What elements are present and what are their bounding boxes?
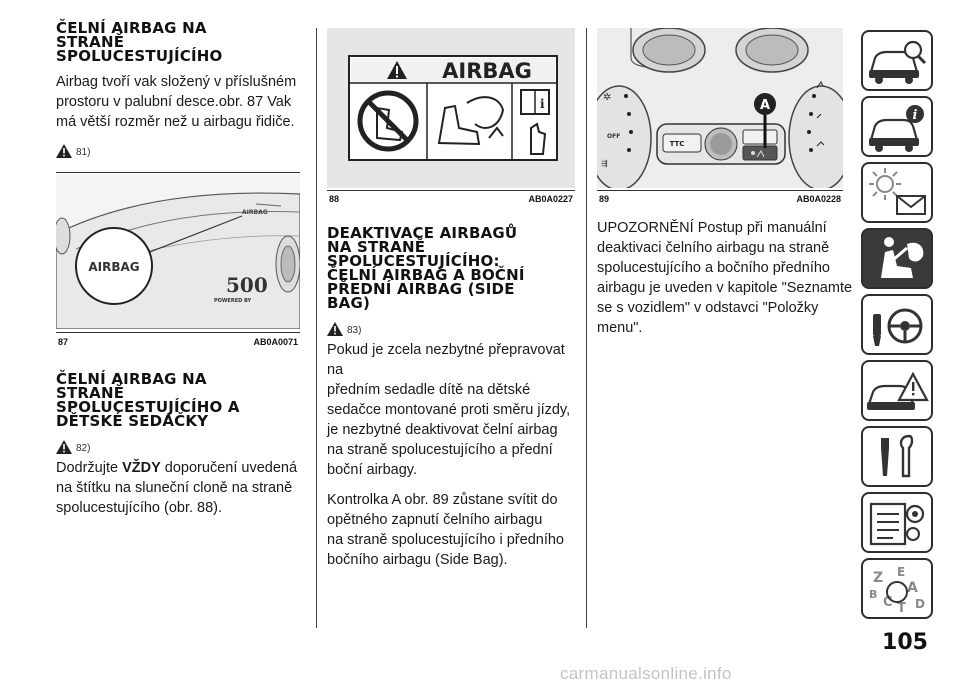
label-airbag-title: AIRBAG (442, 59, 532, 83)
figure-89 (597, 28, 843, 208)
paragraph-deactivation-requirement: Pokud je zcela nezbytné přepravovat na předním sedadle dítě na dětské sedačce montované proti směru jízdy, je nezbytné deaktivovat čelní airbag na straně spolucestujícího a přední boční airbagy. (327, 342, 571, 478)
index-letter-t: T (897, 601, 906, 616)
warning-triangle-icon (327, 322, 343, 336)
column-3 (597, 218, 853, 338)
paragraph-airbag-description: Airbag tvoří vak složený v příslušném prostoru v palubní desce.obr. 87 Vak má větší rozměr než u airbagu řidiče. (56, 74, 297, 130)
figure-88 (327, 28, 575, 208)
watermark: carmanualsonline.info (560, 664, 732, 683)
car-warning-icon (863, 362, 931, 419)
warning-triangle-icon (56, 440, 72, 454)
figure-88-number: 88 (329, 194, 340, 204)
warning-ref-number: 83) (347, 325, 362, 336)
para-emphasis: VŽDY (122, 460, 161, 476)
figure-87-image (56, 174, 300, 329)
column-2 (327, 226, 583, 570)
figure-bottom-rule (327, 190, 575, 191)
index-letter-z: Z (873, 570, 884, 586)
figure-87 (56, 172, 300, 352)
column-1-lower (56, 372, 306, 518)
warning-ref-number: 81) (76, 147, 91, 158)
column-divider-2 (586, 28, 587, 628)
paragraph-sun-visor-label (56, 458, 306, 518)
svg-text:✲: ✲ (603, 92, 612, 103)
warning-ref-83 (327, 316, 583, 336)
paragraph-warning-light: Kontrolka A obr. 89 zůstane svítit do opětného zapnutí čelního airbagu na straně spolucestujícího i předního bočního airbagu (Side Bag). (327, 492, 564, 568)
index-letter-c: C (883, 595, 893, 610)
tab-car-i[interactable] (861, 96, 933, 157)
warning-ref-number: 82) (76, 443, 91, 454)
para-prefix: Dodržujte (56, 460, 123, 476)
section-heading-passenger-airbag: ČELNÍ AIRBAG NA STRANĚ SPOLUCESTUJÍCÍHO (56, 19, 223, 65)
index-letter-e: E (897, 565, 906, 579)
dashboard-illustration (56, 174, 300, 329)
index-letter-a: A (907, 580, 918, 596)
figure-bottom-rule (56, 332, 300, 333)
airbag-warning-label-illustration (327, 28, 575, 188)
index-letter-d: D (915, 597, 925, 611)
speaker-grille (710, 133, 732, 155)
airbag-badge-text: AIRBAG (88, 260, 140, 274)
svg-text:i: i (912, 108, 918, 123)
tab-maintenance[interactable] (861, 426, 933, 487)
alphabet-icon (863, 560, 931, 617)
ttc-button-label: TTC (669, 140, 685, 148)
index-letter-b: B (869, 588, 878, 601)
seat-airbag-icon (863, 230, 931, 287)
document-gear-icon (863, 494, 931, 551)
lights-envelope-icon (863, 164, 931, 221)
tab-start-drive[interactable] (861, 294, 933, 355)
tab-lights-mail[interactable] (861, 162, 933, 223)
tab-safety[interactable] (861, 228, 933, 289)
brand-powered-by: POWERED BY (214, 298, 252, 304)
svg-text:i: i (540, 97, 545, 111)
column-1 (56, 0, 306, 162)
figure-88-code: AB0A0227 (528, 194, 573, 204)
tab-car-info[interactable] (861, 30, 933, 91)
figure-87-code: AB0A0071 (253, 337, 298, 347)
paragraph-manual-deactivation-note: UPOZORNĚNÍ Postup při manuální deaktivaci čelního airbagu na straně spolucestujícího a bočního předního airbagu je uveden v kapitole "Seznamte se s vozidlem" v odstavci "Položky menu". (597, 220, 853, 336)
figure-88-image (327, 28, 575, 188)
figure-87-number: 87 (58, 337, 69, 347)
right-climate-knob (789, 86, 843, 188)
warning-ref-81 (56, 138, 306, 158)
svg-text:⇶: ⇶ (601, 159, 608, 168)
off-label: OFF (607, 133, 621, 140)
tab-specs[interactable] (861, 492, 933, 553)
figure-89-number: 89 (599, 194, 610, 204)
tab-index[interactable] (861, 558, 933, 619)
car-info-icon (863, 98, 931, 155)
warning-triangle-icon (56, 144, 72, 158)
figure-89-code: AB0A0228 (796, 194, 841, 204)
climate-panel-illustration (597, 28, 843, 188)
key-steering-icon (863, 296, 931, 353)
car-search-icon (863, 32, 931, 89)
callout-a-label: A (759, 98, 771, 113)
brand-500-logo: 500 (226, 273, 268, 297)
page-number: 105 (882, 630, 928, 655)
section-heading-passenger-child-seat: ČELNÍ AIRBAG NA STRANĚ SPOLUCESTUJÍCÍHO A DĚTSKÉ SEDAČKY (56, 370, 240, 430)
figure-top-rule (56, 172, 300, 173)
figure-bottom-rule (597, 190, 843, 191)
section-heading-airbag-deactivation: DEAKTIVACE AIRBAGŮ NA STRANĚ SPOLUCESTUJÍCÍHO: ČELNÍ AIRBAG A BOČNÍ PŘEDNÍ AIRBAG (SIDE BAG) (327, 224, 525, 312)
column-divider-1 (316, 28, 317, 628)
tab-emergency[interactable] (861, 360, 933, 421)
para-rest: doporučení uvedená na štítku na sluneční cloně na straně spolucestujícího (obr. 88). (56, 460, 298, 516)
dashboard-airbag-marking: AIRBAG (242, 209, 268, 216)
warning-ref-82 (56, 434, 306, 454)
tools-icon (863, 428, 931, 485)
figure-89-image (597, 28, 843, 188)
